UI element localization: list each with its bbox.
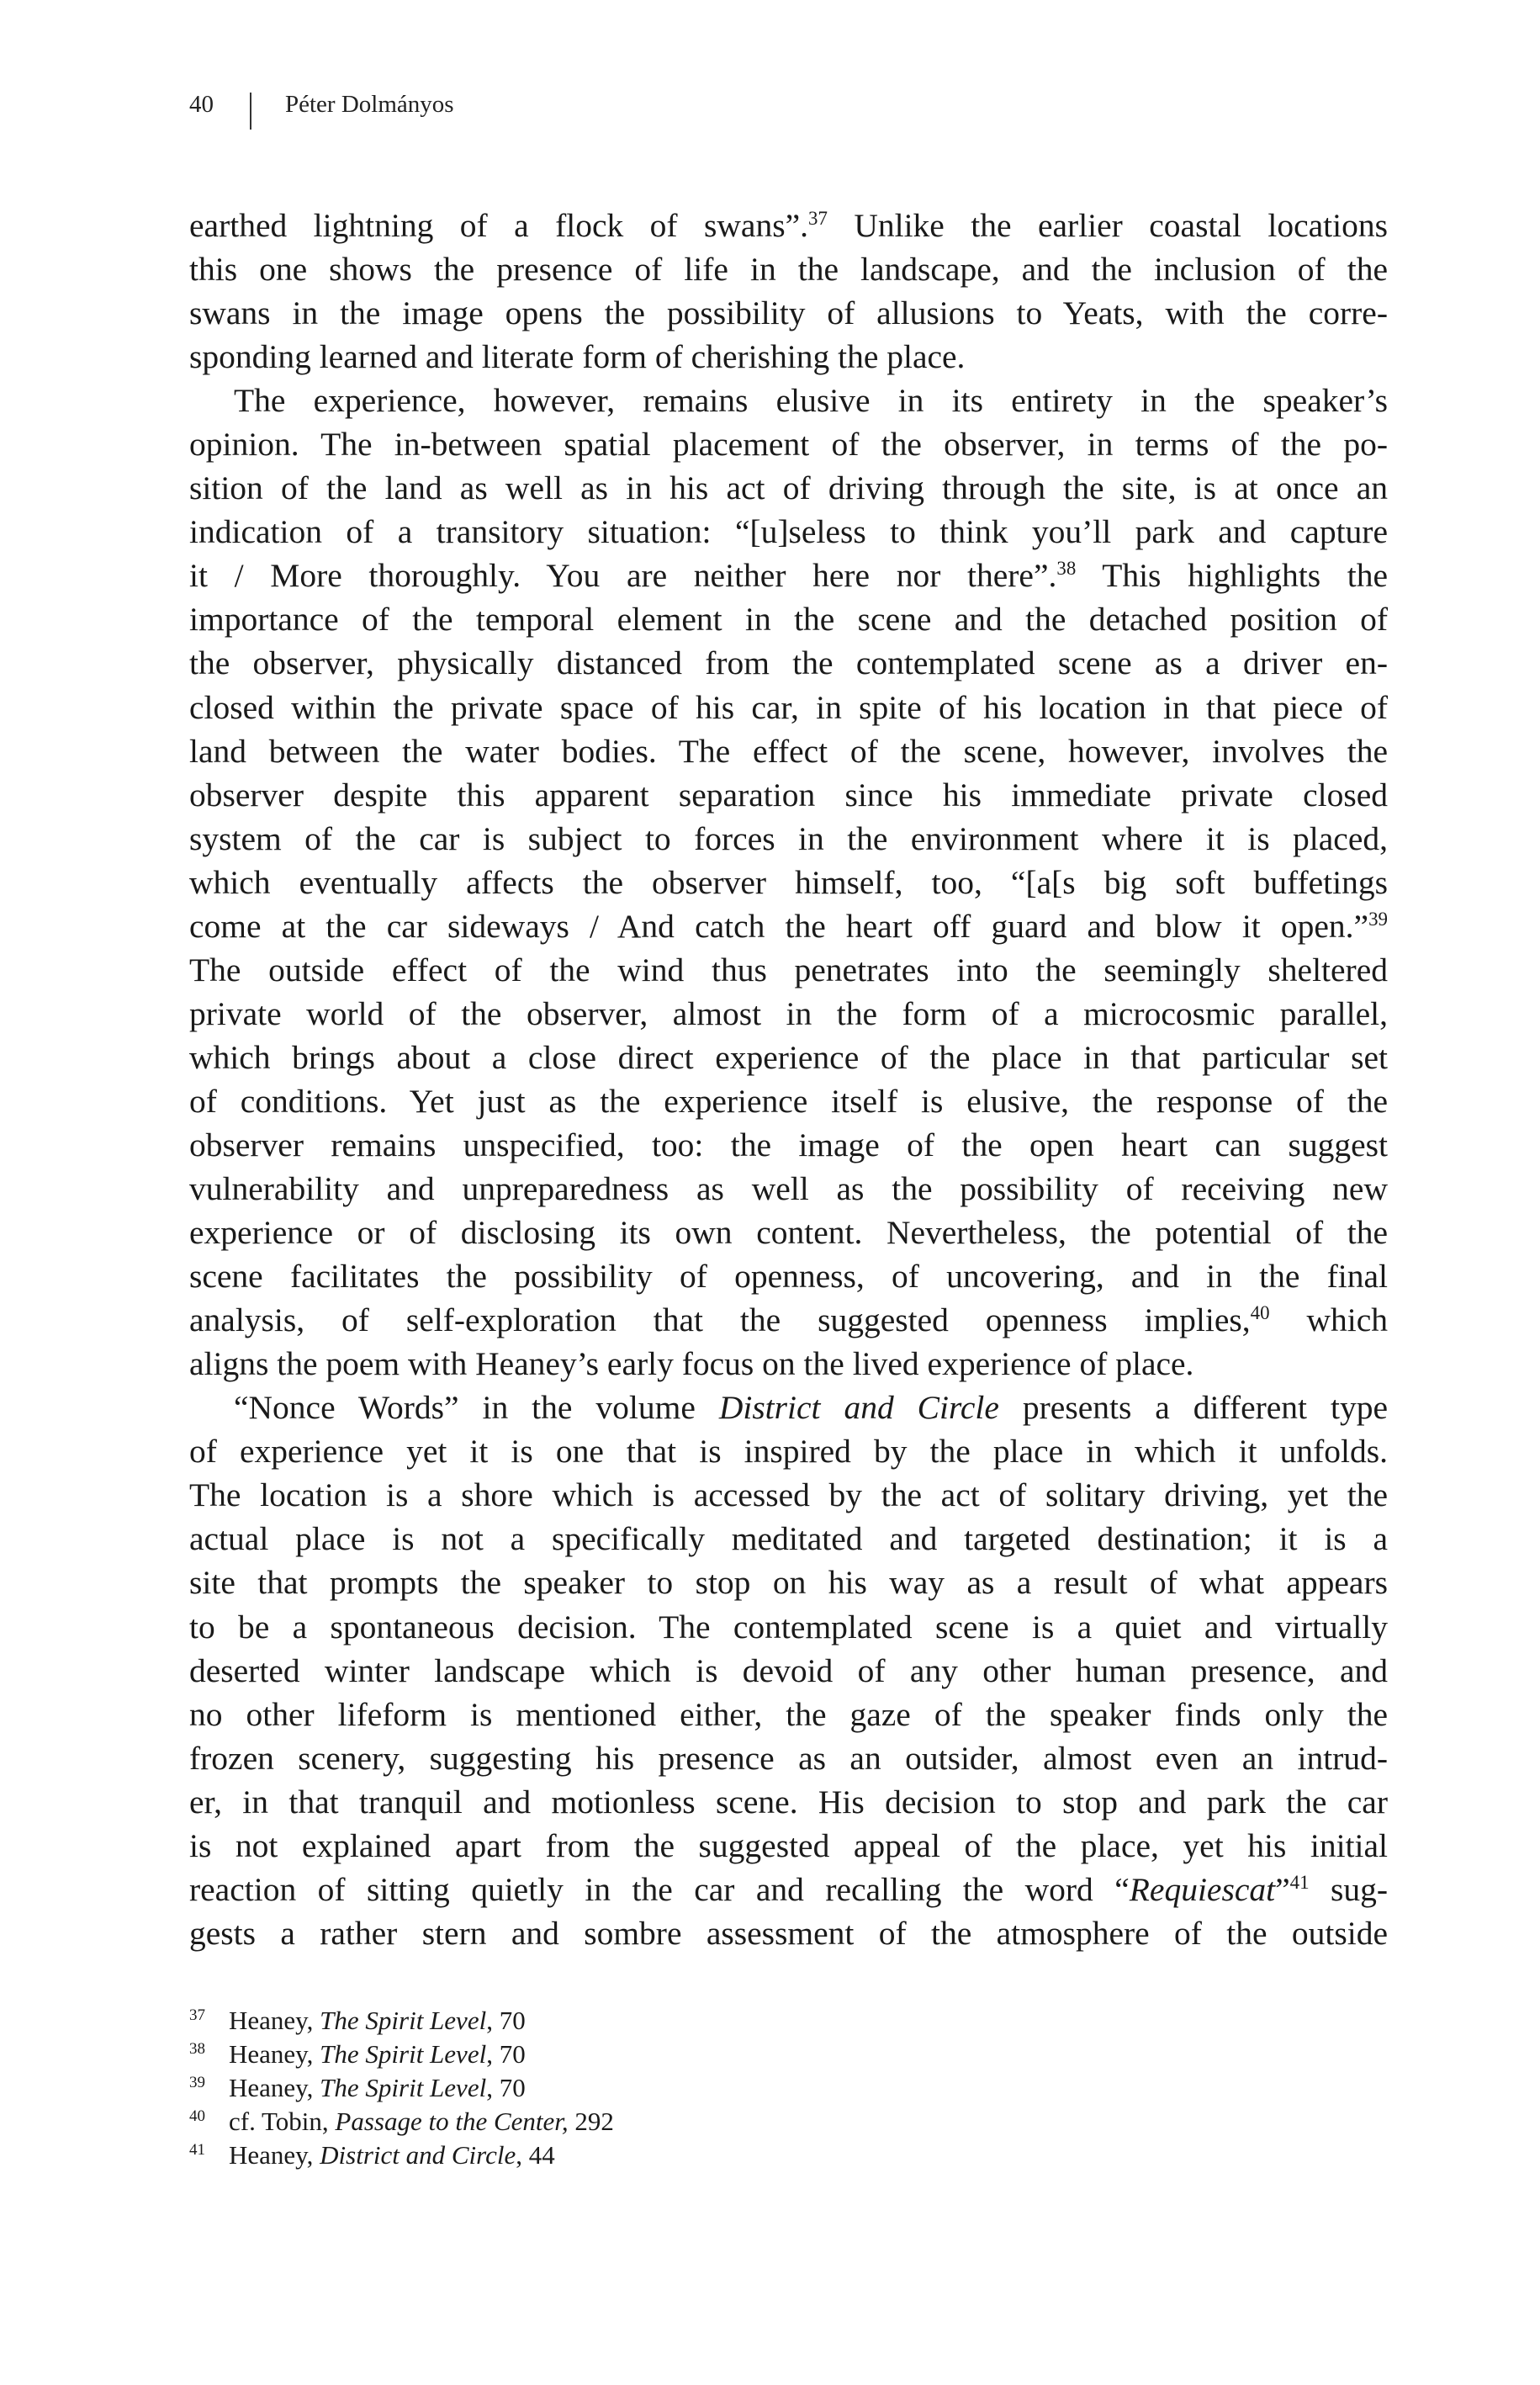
text-run: The outside effect of the wind thus penetrates into the seemingly sheltered: [189, 951, 1388, 988]
text-run: Unlike the earlier coastal locations: [827, 207, 1388, 244]
text-line: [189, 904, 1388, 948]
footnote-number: 39: [189, 2074, 205, 2091]
footnote-text: [229, 2071, 526, 2105]
text-run: reaction of sitting quietly in the car and recalling the word “: [189, 1870, 1130, 1908]
text-line: [189, 641, 1388, 685]
footnote-text: [229, 2038, 526, 2071]
text-run: presents a different type: [998, 1389, 1388, 1427]
text-line: [189, 1342, 1388, 1386]
footnote: [189, 2071, 1030, 2105]
text-line: [189, 1298, 1388, 1342]
text-run: Heaney,: [229, 2039, 320, 2069]
text-line: [189, 686, 1388, 729]
footnote-reference[interactable]: 39: [1368, 908, 1388, 930]
text-line: [189, 1079, 1388, 1123]
italic-title: The Spirit Level: [320, 2039, 487, 2069]
text-run: which: [1269, 1301, 1388, 1339]
text-run: Heaney,: [229, 2073, 320, 2102]
text-line: [189, 554, 1388, 597]
text-line: [189, 1473, 1388, 1517]
text-line: [189, 1517, 1388, 1561]
italic-title: Passage to the Center,: [335, 2107, 569, 2136]
text-run: come at the car sideways / And catch the heart off guard and blow it open.”: [189, 907, 1369, 945]
text-run: sug-: [1309, 1870, 1388, 1908]
text-run: deserted winter landscape which is devoid of any other human presence, and: [189, 1651, 1388, 1689]
italic-title: The Spirit Level: [320, 2073, 487, 2102]
footnote-reference[interactable]: 37: [807, 207, 828, 229]
text-run: which brings about a close direct experience of the place in that particular set: [189, 1038, 1388, 1076]
text-run: actual place is not a specifically meditated and targeted destination; it is a: [189, 1520, 1388, 1558]
text-run: system of the car is subject to forces in the environment where it is placed,: [189, 819, 1388, 857]
footnote-number: 40: [189, 2107, 205, 2125]
text-line: [189, 729, 1388, 773]
footnote-reference[interactable]: 40: [1250, 1301, 1270, 1323]
text-line: [189, 1868, 1388, 1911]
text-run: , 70: [486, 2039, 526, 2069]
text-run: private world of the observer, almost in the form of a microcosmic parallel,: [189, 994, 1388, 1032]
text-run: The experience, however, remains elusive in its entirety in the speaker’s: [234, 382, 1388, 420]
italic-title: District and Circle: [718, 1389, 999, 1427]
text-line: [189, 379, 1388, 422]
text-line: [189, 422, 1388, 466]
footnote-text: [229, 2139, 555, 2172]
text-line: [189, 948, 1388, 992]
footnote-text: [229, 2105, 614, 2139]
text-line: [189, 204, 1388, 247]
text-line: [189, 1605, 1388, 1649]
text-line: [189, 1780, 1388, 1824]
footnote-number: 38: [189, 2040, 205, 2058]
text-run: vulnerability and unpreparedness as well as the possibility of receiving new: [189, 1170, 1388, 1208]
text-line: [189, 773, 1388, 817]
footnote: [189, 2105, 1030, 2139]
text-run: of conditions. Yet just as the experience itself is elusive, the response of the: [189, 1082, 1388, 1120]
text-run: it / More thoroughly. You are neither here nor there”.: [189, 557, 1057, 595]
footnote-reference[interactable]: 41: [1289, 1871, 1310, 1893]
text-run: observer despite this apparent separation since his immediate private closed: [189, 776, 1388, 814]
text-run: site that prompts the speaker to stop on his way as a result of what appears: [189, 1564, 1388, 1602]
text-run: no other lifeform is mentioned either, the gaze of the speaker finds only the: [189, 1695, 1388, 1733]
running-head: [189, 87, 454, 130]
text-run: of experience yet it is one that is inspired by the place in which it unfolds.: [189, 1433, 1388, 1471]
text-line: [189, 291, 1388, 335]
text-line: [189, 1693, 1388, 1736]
text-run: land between the water bodies. The effect of the scene, however, involves the: [189, 732, 1388, 770]
text-line: [189, 1911, 1388, 1955]
text-run: which eventually affects the observer himself, too, “[a[s big soft buffetings: [189, 863, 1388, 901]
page-number: 40: [189, 91, 214, 118]
text-run: , 70: [486, 2006, 526, 2035]
text-run: aligns the poem with Heaney’s early focus on the lived experience of place.: [189, 1345, 1194, 1383]
footnote: [189, 2004, 1030, 2038]
text-run: The location is a shore which is accessed by the act of solitary driving, yet the: [189, 1476, 1388, 1514]
text-line: [189, 1211, 1388, 1254]
text-line: [189, 861, 1388, 904]
running-head-author: Péter Dolmányos: [285, 91, 454, 118]
text-line: [189, 1649, 1388, 1693]
text-line: [189, 1167, 1388, 1211]
text-run: “Nonce Words” in the volume: [234, 1389, 719, 1427]
text-line: [189, 510, 1388, 554]
text-run: analysis, of self-exploration that the suggested openness implies,: [189, 1301, 1251, 1339]
text-line: [189, 1429, 1388, 1473]
text-line: [189, 597, 1388, 641]
text-line: [189, 1386, 1388, 1429]
text-run: er, in that tranquil and motionless scene. His decision to stop and park the car: [189, 1783, 1388, 1821]
text-run: sponding learned and literate form of cherishing the place.: [189, 338, 966, 376]
text-run: observer remains unspecified, too: the image of the open heart can suggest: [189, 1126, 1388, 1163]
italic-title: District and Circle: [320, 2140, 516, 2170]
text-line: [189, 1036, 1388, 1079]
footnote-number: 37: [189, 2006, 205, 2024]
text-run: is not explained apart from the suggested appeal of the place, yet his initial: [189, 1826, 1388, 1864]
text-line: [189, 1736, 1388, 1780]
text-run: the observer, physically distanced from the contemplated scene as a driver en-: [189, 644, 1388, 682]
text-line: [189, 1824, 1388, 1868]
footnote-number: 41: [189, 2141, 205, 2159]
footnotes: [189, 2004, 1030, 2172]
text-run: sition of the land as well as in his act of driving through the site, is at once an: [189, 469, 1388, 507]
text-run: , 70: [486, 2073, 526, 2102]
text-run: Heaney,: [229, 2140, 320, 2170]
text-run: scene facilitates the possibility of openness, of uncovering, and in the final: [189, 1258, 1388, 1296]
text-run: to be a spontaneous decision. The contemplated scene is a quiet and virtually: [189, 1608, 1388, 1646]
text-run: gests a rather stern and sombre assessment of the atmosphere of the outside: [189, 1914, 1388, 1952]
text-line: [189, 992, 1388, 1036]
text-line: [189, 1123, 1388, 1167]
text-line: [189, 817, 1388, 861]
text-run: closed within the private space of his car, in spite of his location in that piece of: [189, 688, 1388, 726]
text-run: experience or of disclosing its own content. Nevertheless, the potential of the: [189, 1214, 1388, 1252]
text-run: Heaney,: [229, 2006, 320, 2035]
text-run: cf. Tobin,: [229, 2107, 336, 2136]
text-run: , 44: [516, 2140, 555, 2170]
text-run: earthed lightning of a flock of swans”.: [189, 207, 808, 244]
text-run: ”: [1275, 1870, 1290, 1908]
text-run: opinion. The in-between spatial placement of the observer, in terms of the po-: [189, 426, 1388, 464]
footnote-reference[interactable]: 38: [1056, 558, 1077, 580]
italic-title: The Spirit Level: [320, 2006, 487, 2035]
text-run: swans in the image opens the possibility of allusions to Yeats, with the corre-: [189, 294, 1388, 332]
footnote: [189, 2139, 1030, 2172]
text-run: this one shows the presence of life in the landscape, and the inclusion of the: [189, 251, 1388, 289]
footnote: [189, 2038, 1030, 2071]
text-line: [189, 466, 1388, 510]
text-run: 292: [568, 2107, 614, 2136]
text-run: This highlights the: [1076, 557, 1388, 595]
footnote-text: [229, 2004, 526, 2038]
text-run: indication of a transitory situation: “[u]seless to think you’ll park and capture: [189, 513, 1388, 551]
body-text: [189, 204, 1388, 1955]
italic-title: Requiescat: [1129, 1870, 1276, 1908]
text-line: [189, 335, 1388, 379]
text-line: [189, 1561, 1388, 1604]
header-separator: [250, 93, 251, 130]
text-run: importance of the temporal element in the scene and the detached position of: [189, 601, 1388, 639]
text-line: [189, 1254, 1388, 1298]
text-line: [189, 247, 1388, 291]
text-run: frozen scenery, suggesting his presence as an outsider, almost even an intrud-: [189, 1739, 1388, 1777]
